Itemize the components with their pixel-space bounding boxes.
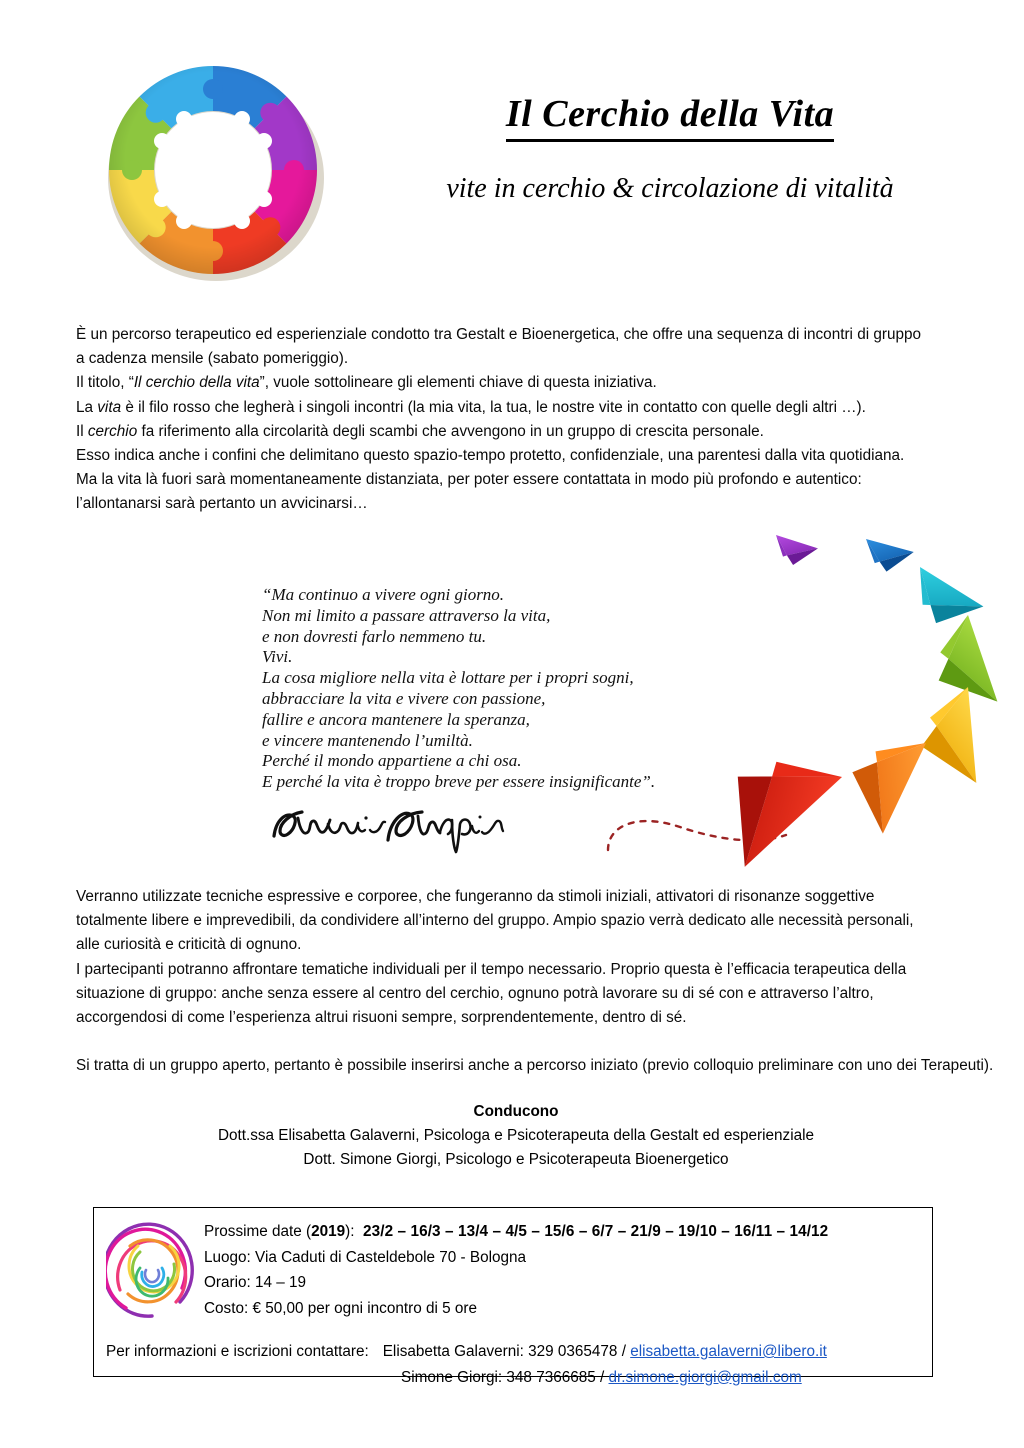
contact-1-email-link[interactable]: elisabetta.galaverni@libero.it [630,1343,827,1360]
contact-row-2 [106,1365,926,1391]
dates-row [204,1219,920,1245]
contact-1-name: Elisabetta Galaverni: 329 0365478 / [382,1343,626,1360]
quote-line: abbracciare la vita e vivere con passione, [262,688,546,708]
paper-airplanes-arc-icon [590,515,1010,885]
body-line: situazione di gruppo: anche senza essere al centro del cerchio, ognuno potrà lavorare su di sé con e attraverso l’altro, [76,984,874,1002]
dates-year: 2019 [311,1223,346,1240]
body-line: accorgendosi di come l’esperienza altrui risuoni sempre, sorprendentemente, dentro di sé. [76,1009,687,1027]
intro-text-italic: vita [97,398,122,416]
intro-text: Il titolo, “ [76,374,134,392]
quote-line: e non dovresti farlo nemmeno tu. [262,626,487,646]
intro-line: a cadenza mensile (sabato pomeriggio). [76,350,349,368]
quote-line: e vincere mantenendo l’umiltà. [262,730,473,750]
contact-2-name: Simone Giorgi: 348 7366685 / [401,1368,605,1386]
body-line: Si tratta di un gruppo aperto, pertanto è possibile inserirsi anche a percorso iniziato (previo colloquio preliminare con uno dei Terapeuti). [76,1057,994,1075]
header [0,48,1024,288]
intro-line: Ma la vita là fuori sarà momentaneamente distanziata, per poter essere contattata in modo più profondo e autentico: [76,471,862,489]
quote-line: “Ma continuo a vivere ogni giorno. [262,585,505,604]
intro-text-italic: Il cerchio della vita [133,374,260,392]
intro-line: È un percorso terapeutico ed esperienziale condotto tra Gestalt e Bioenergetica, che offre una sequenza di incontri di gruppo [76,326,921,343]
conductor-1: Dott.ssa Elisabetta Galaverni, Psicologa e Psicoterapeuta della Gestalt ed esperienziale [217,1127,815,1144]
quote-line: Non mi limito a passare attraverso la vita, [262,605,551,625]
body-line: I partecipanti potranno affrontare tematiche individuali per il tempo necessario. Proprio questa è l’efficacia terapeutica della [76,960,907,978]
quote-line: Vivi. [262,647,293,667]
intro-text: è il filo rosso che legherà i singoli incontri (la mia vita, la tua, le nostre vite in contatto con quelle degli altri …). [121,398,866,416]
contact-2-email-link[interactable]: dr.simone.giorgi@gmail.com [608,1368,802,1386]
intro-text: La [76,398,98,416]
contact-row-1 [106,1339,926,1365]
intro-line [76,371,956,395]
page-subtitle: vite in cerchio & circolazione di vitalità [446,172,894,204]
intro-text: fa riferimento alla circolarità degli scambi che avvengono in un gruppo di crescita personale. [137,422,764,440]
conductor-2: Dott. Simone Giorgi, Psicologo e Psicoterapeuta Bioenergetico [303,1151,729,1168]
intro-paragraphs [76,323,956,517]
body-line: totalmente libere e imprevedibili, da condividere all’interno del gruppo. Ampio spazio verrà dedicato alle necessità personali, [76,912,914,930]
dates-label-end: ): [345,1223,355,1240]
quote-line: fallire e ancora mantenere la speranza, [262,709,530,729]
body-line: alle curiosità e criticità di ognuno. [76,936,302,954]
intro-line [76,420,956,444]
intro-line: l’allontanarsi sarà pertanto un avvicinarsi… [76,495,368,513]
title-block [360,94,980,205]
intro-text: ”, vuole sottolineare gli elementi chiave di questa iniziativa. [259,374,657,392]
spacer [76,1030,956,1054]
cost-row: Costo: € 50,00 per ogni incontro di 5 ore [204,1299,477,1317]
contact-info-box [93,1207,933,1386]
conducono-section [76,1100,956,1172]
dates-label: Prossime date ( [204,1223,312,1240]
spiral-rainbow-logo-icon [106,1216,198,1326]
intro-line: Esso indica anche i confini che delimitano questo spazio-tempo protetto, confidenziale, una parentesi dalla vita quotidiana. [76,447,905,465]
conducono-heading: Conducono [473,1103,559,1120]
contact-details [204,1219,920,1321]
page-title: Il Cerchio della Vita [506,94,834,142]
quote-line: Perché il mondo appartiene a chi osa. [262,751,522,771]
body-paragraphs [76,885,994,1079]
puzzle-circle-logo-icon [88,62,338,282]
dates-value: 23/2 – 16/3 – 13/4 – 4/5 – 15/6 – 6/7 – 21/9 – 19/10 – 16/11 – 14/12 [363,1223,829,1240]
intro-text-italic: cerchio [87,422,138,440]
handwritten-signature-icon [262,790,512,860]
body-line: Verranno utilizzate tecniche espressive e corporee, che fungeranno da stimoli iniziali, attivatori di risonanze soggettive [76,888,875,905]
quote-line: E perché la vita è troppo breve per essere insignificante”. [262,772,656,792]
quote-line: La cosa migliore nella vita è lottare per i propri sogni, [262,668,634,688]
contact-persons [106,1339,926,1390]
contact-info-label: Per informazioni e iscrizioni contattare: [106,1343,369,1360]
intro-line [76,396,956,420]
intro-text: Il [76,422,88,440]
location-row: Luogo: Via Caduti di Casteldebole 70 - Bologna [204,1248,527,1266]
time-row: Orario: 14 – 19 [204,1274,307,1291]
